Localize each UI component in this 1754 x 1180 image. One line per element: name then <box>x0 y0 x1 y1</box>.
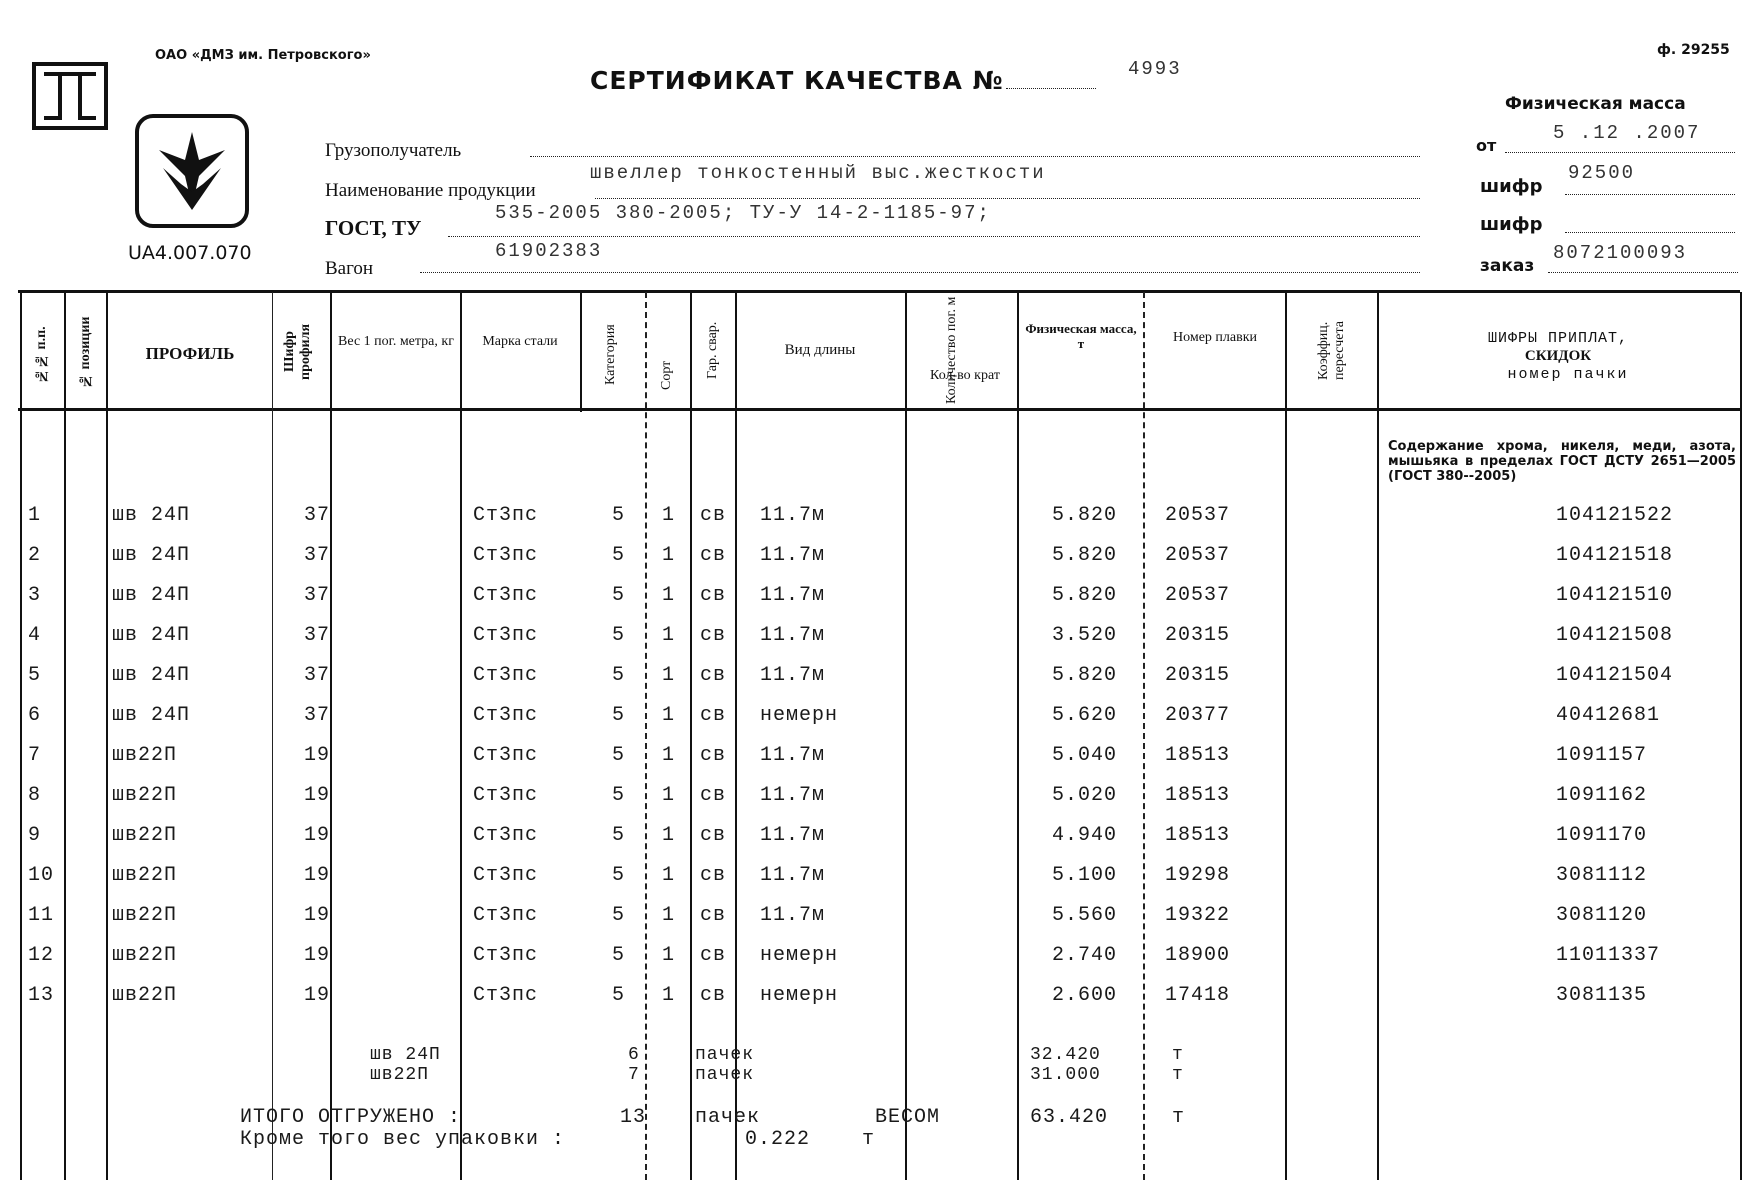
row-weld: св <box>700 704 727 727</box>
row-mass: 5.820 <box>1052 584 1118 607</box>
row-bundle-number: 40412681 <box>1556 704 1661 727</box>
row-heat-number: 18900 <box>1165 944 1231 967</box>
certificate-number: 4993 <box>1128 58 1182 80</box>
row-profile: шв22П <box>112 784 178 807</box>
row-heat-number: 18513 <box>1165 784 1231 807</box>
row-mass: 5.040 <box>1052 744 1118 767</box>
summary-mass-unit: т <box>1172 1065 1184 1085</box>
col-divider <box>645 292 647 1180</box>
col-divider <box>1740 292 1742 1180</box>
row-bundle-number: 104121510 <box>1556 584 1674 607</box>
code2-line <box>1565 232 1735 233</box>
row-profile-code: 19 <box>304 784 331 807</box>
row-steel-grade: Ст3пс <box>473 824 539 847</box>
row-heat-number: 17418 <box>1165 984 1231 1007</box>
row-profile-code: 37 <box>304 624 331 647</box>
row-number: 7 <box>28 744 42 767</box>
col-divider <box>905 292 907 1180</box>
row-weld: св <box>700 624 727 647</box>
row-category: 5 <box>612 704 626 727</box>
row-mass: 2.740 <box>1052 944 1118 967</box>
row-category: 5 <box>612 544 626 567</box>
row-mass: 5.820 <box>1052 664 1118 687</box>
row-category: 5 <box>612 864 626 887</box>
row-category: 5 <box>612 664 626 687</box>
row-heat-number: 19322 <box>1165 904 1231 927</box>
summary-mass: 32.420 <box>1030 1045 1101 1065</box>
code2-label: шифр <box>1480 214 1543 235</box>
row-heat-number: 19298 <box>1165 864 1231 887</box>
row-bundle-number: 104121522 <box>1556 504 1674 527</box>
row-profile-code: 37 <box>304 584 331 607</box>
col-head-codes-sub: СКИДОК <box>1524 348 1592 364</box>
code1-line <box>1565 194 1735 195</box>
col-head-bundle: номер пачки <box>1507 366 1629 383</box>
total-mass: 63.420 <box>1030 1106 1109 1129</box>
wagon-value: 61902383 <box>495 240 603 262</box>
row-weld: св <box>700 504 727 527</box>
row-profile-code: 37 <box>304 704 331 727</box>
col-head-length: Вид длины <box>784 342 856 358</box>
col-head-coef: Коэффиц. пересчета <box>1316 321 1348 381</box>
consignee-label: Грузополучатель <box>325 140 462 161</box>
row-sort: 1 <box>662 944 676 967</box>
row-length-type: 11.7м <box>760 744 826 767</box>
row-profile: шв 24П <box>112 624 191 647</box>
mass-title: Физическая масса <box>1505 94 1686 114</box>
row-sort: 1 <box>662 984 676 1007</box>
col-divider <box>330 292 332 1180</box>
row-profile: шв22П <box>112 944 178 967</box>
row-profile: шв22П <box>112 744 178 767</box>
row-category: 5 <box>612 904 626 927</box>
row-category: 5 <box>612 984 626 1007</box>
order-line <box>1548 272 1738 273</box>
gost-label: ГОСТ, ТУ <box>325 216 422 240</box>
row-sort: 1 <box>662 544 676 567</box>
row-bundle-number: 1091157 <box>1556 744 1648 767</box>
wagon-line <box>420 272 1420 273</box>
row-weld: св <box>700 824 727 847</box>
col-head-num: №№ п.п. <box>34 326 49 384</box>
row-profile-code: 19 <box>304 744 331 767</box>
row-sort: 1 <box>662 624 676 647</box>
summary-mass: 31.000 <box>1030 1065 1101 1085</box>
row-heat-number: 20537 <box>1165 584 1231 607</box>
row-heat-number: 20315 <box>1165 664 1231 687</box>
col-divider <box>460 292 462 1180</box>
row-weld: св <box>700 544 727 567</box>
table-header-rule <box>18 408 1740 411</box>
col-head-weight: Вес 1 пог. метра, кг <box>338 334 454 349</box>
code1-label: шифр <box>1480 176 1543 197</box>
from-value: 5 .12 .2007 <box>1553 122 1701 144</box>
row-profile: шв22П <box>112 864 178 887</box>
row-weld: св <box>700 904 727 927</box>
row-bundle-number: 3081120 <box>1556 904 1648 927</box>
summary-mass-unit: т <box>1172 1045 1184 1065</box>
row-mass: 2.600 <box>1052 984 1118 1007</box>
row-weld: св <box>700 784 727 807</box>
row-steel-grade: Ст3пс <box>473 744 539 767</box>
composition-note: Содержание хрома, никеля, меди, азота, мышьяка в пределах ГОСТ ДСТУ 2651—2005 (ГОСТ 380--2005) <box>1388 439 1736 484</box>
row-profile-code: 37 <box>304 664 331 687</box>
col-head-heat: Номер плавки <box>1172 330 1257 345</box>
logo-code: UA4.007.070 <box>128 242 252 264</box>
row-length-type: 11.7м <box>760 544 826 567</box>
document-title <box>590 66 1096 95</box>
row-steel-grade: Ст3пс <box>473 864 539 887</box>
col-divider <box>20 292 22 1180</box>
row-mass: 5.020 <box>1052 784 1118 807</box>
row-bundle-number: 104121518 <box>1556 544 1674 567</box>
row-length-type: 11.7м <box>760 584 826 607</box>
consignee-line <box>530 156 1420 157</box>
row-weld: св <box>700 664 727 687</box>
wagon-label: Вагон <box>325 258 374 279</box>
col-head-position: № позиции <box>78 316 93 389</box>
row-weld: св <box>700 984 727 1007</box>
summary-profile: шв 24П <box>370 1045 441 1065</box>
row-mass: 5.820 <box>1052 504 1118 527</box>
col-head-phys-mass: Физическая масса, т <box>1025 321 1137 351</box>
packing-unit: т <box>862 1128 876 1151</box>
row-category: 5 <box>612 584 626 607</box>
row-mass: 5.100 <box>1052 864 1118 887</box>
row-steel-grade: Ст3пс <box>473 584 539 607</box>
row-profile: шв22П <box>112 904 178 927</box>
row-heat-number: 18513 <box>1165 744 1231 767</box>
gost-value: 535-2005 380-2005; ТУ-У 14-2-1185-97; <box>495 202 991 224</box>
total-count: 13 <box>620 1106 647 1129</box>
row-sort: 1 <box>662 744 676 767</box>
row-number: 12 <box>28 944 55 967</box>
row-profile-code: 37 <box>304 504 331 527</box>
col-divider <box>106 292 108 1180</box>
row-steel-grade: Ст3пс <box>473 944 539 967</box>
org-name: ОАО «ДМЗ им. Петровского» <box>155 48 371 63</box>
row-steel-grade: Ст3пс <box>473 544 539 567</box>
order-label: заказ <box>1480 256 1535 276</box>
row-steel-grade: Ст3пс <box>473 664 539 687</box>
col-divider <box>1285 292 1287 1180</box>
product-label: Наименование продукции <box>325 180 536 201</box>
row-heat-number: 20537 <box>1165 504 1231 527</box>
row-steel-grade: Ст3пс <box>473 904 539 927</box>
row-profile: шв22П <box>112 824 178 847</box>
row-number: 6 <box>28 704 42 727</box>
row-bundle-number: 3081135 <box>1556 984 1648 1007</box>
row-sort: 1 <box>662 904 676 927</box>
row-heat-number: 20315 <box>1165 624 1231 647</box>
col-divider <box>1017 292 1019 1180</box>
row-mass: 5.820 <box>1052 544 1118 567</box>
row-number: 8 <box>28 784 42 807</box>
row-weld: св <box>700 584 727 607</box>
col-head-quantity-alt: Кол-во крат <box>930 368 1000 383</box>
row-category: 5 <box>612 504 626 527</box>
row-profile: шв 24П <box>112 584 191 607</box>
row-mass: 5.560 <box>1052 904 1118 927</box>
row-steel-grade: Ст3пс <box>473 984 539 1007</box>
row-category: 5 <box>612 784 626 807</box>
summary-profile: шв22П <box>370 1065 430 1085</box>
packing-value: 0.222 <box>745 1128 811 1151</box>
row-profile: шв22П <box>112 984 178 1007</box>
row-bundle-number: 3081112 <box>1556 864 1648 887</box>
order-value: 8072100093 <box>1553 242 1688 264</box>
row-bundle-number: 104121508 <box>1556 624 1674 647</box>
summary-unit: пачек <box>695 1065 755 1085</box>
row-profile-code: 19 <box>304 984 331 1007</box>
row-length-type: 11.7м <box>760 504 826 527</box>
col-divider <box>1377 292 1379 1180</box>
row-heat-number: 20537 <box>1165 544 1231 567</box>
row-length-type: 11.7м <box>760 824 826 847</box>
row-mass: 3.520 <box>1052 624 1118 647</box>
from-label: от <box>1476 136 1497 155</box>
gost-line <box>448 236 1420 237</box>
row-profile: шв 24П <box>112 664 191 687</box>
col-head-profile-code: Шифр профиля <box>282 323 314 380</box>
table-top-rule <box>18 290 1740 293</box>
col-head-codes-title: ШИФРЫ ПРИПЛАТ, <box>1487 330 1629 347</box>
total-unit: пачек <box>695 1106 761 1129</box>
row-steel-grade: Ст3пс <box>473 504 539 527</box>
row-profile: шв 24П <box>112 544 191 567</box>
row-category: 5 <box>612 944 626 967</box>
title-text: СЕРТИФИКАТ КАЧЕСТВА № <box>590 66 1004 95</box>
row-weld: св <box>700 864 727 887</box>
row-steel-grade: Ст3пс <box>473 704 539 727</box>
row-number: 10 <box>28 864 55 887</box>
row-number: 1 <box>28 504 42 527</box>
row-number: 5 <box>28 664 42 687</box>
code1-value: 92500 <box>1568 162 1636 184</box>
row-steel-grade: Ст3пс <box>473 784 539 807</box>
row-sort: 1 <box>662 584 676 607</box>
total-label: ИТОГО ОТГРУЖЕНО : <box>240 1106 462 1129</box>
row-length-type: 11.7м <box>760 664 826 687</box>
row-bundle-number: 11011337 <box>1556 944 1661 967</box>
row-heat-number: 20377 <box>1165 704 1231 727</box>
row-sort: 1 <box>662 664 676 687</box>
col-divider <box>580 292 582 412</box>
row-number: 11 <box>28 904 55 927</box>
form-code: ф. 29255 <box>1657 42 1730 58</box>
row-profile: шв 24П <box>112 504 191 527</box>
row-profile-code: 19 <box>304 904 331 927</box>
row-sort: 1 <box>662 704 676 727</box>
row-heat-number: 18513 <box>1165 824 1231 847</box>
from-line <box>1505 152 1735 153</box>
summary-unit: пачек <box>695 1045 755 1065</box>
row-number: 4 <box>28 624 42 647</box>
row-length-type: 11.7м <box>760 864 826 887</box>
row-category: 5 <box>612 744 626 767</box>
row-profile-code: 37 <box>304 544 331 567</box>
row-category: 5 <box>612 624 626 647</box>
product-line <box>595 198 1420 199</box>
row-number: 13 <box>28 984 55 1007</box>
summary-count: 6 <box>628 1045 640 1065</box>
row-length-type: 11.7м <box>760 904 826 927</box>
row-bundle-number: 104121504 <box>1556 664 1674 687</box>
row-sort: 1 <box>662 864 676 887</box>
row-sort: 1 <box>662 504 676 527</box>
row-profile-code: 19 <box>304 864 331 887</box>
product-value: швеллер тонкостенный выс.жесткости <box>590 162 1046 184</box>
col-divider <box>64 292 66 1180</box>
col-head-sort: Сорт <box>659 360 674 390</box>
row-mass: 5.620 <box>1052 704 1118 727</box>
row-length-type: немерн <box>760 984 839 1007</box>
row-profile-code: 19 <box>304 824 331 847</box>
row-bundle-number: 1091170 <box>1556 824 1648 847</box>
col-head-category: Категория <box>603 324 618 386</box>
row-weld: св <box>700 944 727 967</box>
row-steel-grade: Ст3пс <box>473 624 539 647</box>
row-number: 3 <box>28 584 42 607</box>
packing-label: Кроме того вес упаковки : <box>240 1128 566 1151</box>
col-head-steel: Марка стали <box>482 334 558 349</box>
row-profile-code: 19 <box>304 944 331 967</box>
col-head-quantity: Количество пог. м <box>944 296 959 404</box>
col-divider <box>272 292 273 1180</box>
row-sort: 1 <box>662 784 676 807</box>
total-weight-label: ВЕСОМ <box>875 1106 941 1129</box>
row-length-type: немерн <box>760 704 839 727</box>
row-number: 2 <box>28 544 42 567</box>
row-weld: св <box>700 744 727 767</box>
row-mass: 4.940 <box>1052 824 1118 847</box>
row-length-type: 11.7м <box>760 784 826 807</box>
row-category: 5 <box>612 824 626 847</box>
quality-mark-icon <box>133 112 251 232</box>
factory-mark-icon <box>30 60 110 132</box>
row-sort: 1 <box>662 824 676 847</box>
total-mass-unit: т <box>1172 1106 1186 1129</box>
row-number: 9 <box>28 824 42 847</box>
col-head-weld: Гар. свар. <box>705 321 720 379</box>
row-length-type: немерн <box>760 944 839 967</box>
col-divider <box>690 292 692 1180</box>
summary-count: 7 <box>628 1065 640 1085</box>
row-bundle-number: 1091162 <box>1556 784 1648 807</box>
row-profile: шв 24П <box>112 704 191 727</box>
row-length-type: 11.7м <box>760 624 826 647</box>
col-head-profile: ПРОФИЛЬ <box>145 344 235 363</box>
col-divider <box>1143 292 1145 1180</box>
